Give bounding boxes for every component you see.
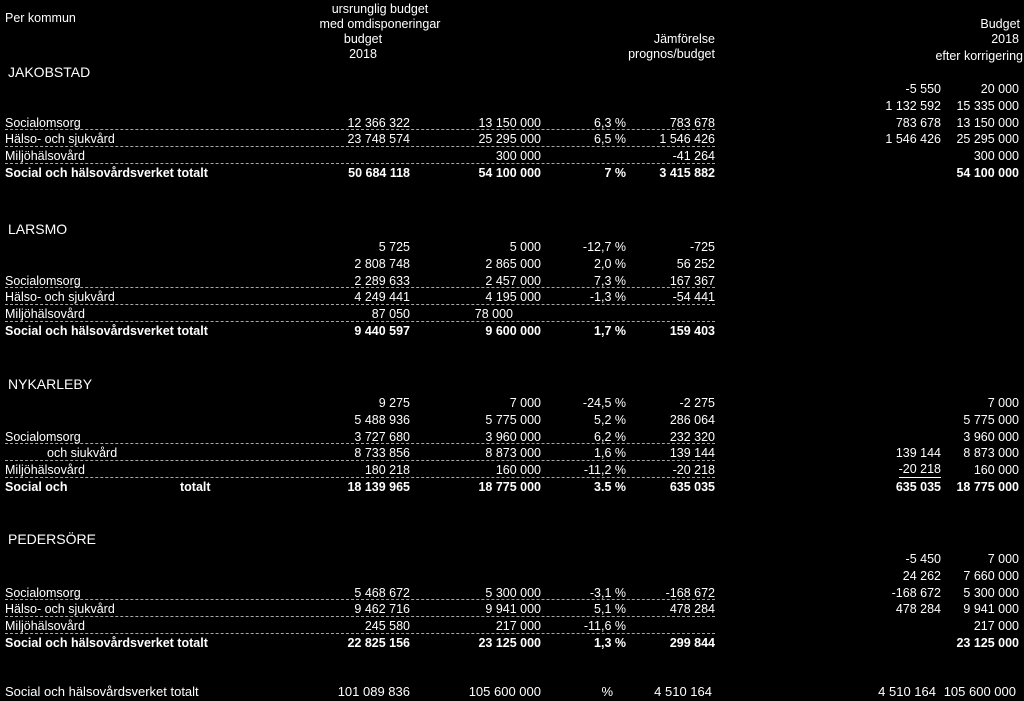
- section-total-row: [0, 635, 1024, 652]
- change-percent-cell: 3.5 %: [594, 479, 626, 494]
- original-budget-cell: 8 733 856: [354, 446, 410, 461]
- difference-cell: 232 320: [669, 429, 715, 444]
- change-percent-cell: -24,5 %: [582, 396, 626, 410]
- change-percent-cell: -3,1 %: [589, 585, 626, 600]
- budget-cell: 7 000: [509, 396, 541, 410]
- difference-cell: -41 264: [672, 149, 715, 164]
- original-budget-header-line: med omdisponeringar: [319, 17, 441, 31]
- original-budget-cell: 101 089 836: [337, 684, 410, 699]
- difference-cell: 299 844: [669, 635, 715, 650]
- budget-cell: 3 960 000: [485, 429, 541, 444]
- budget-cell: 9 941 000: [485, 602, 541, 617]
- change-percent-cell: 7,3 %: [594, 273, 626, 288]
- comparison-header-line: Jämförelse: [653, 32, 715, 46]
- row-label: Socialomsorg: [5, 115, 81, 130]
- budget-cell: 4 195 000: [485, 290, 541, 305]
- corrected-budget-cell: 5 775 000: [963, 412, 1019, 427]
- budget-row: [0, 601, 1024, 618]
- row-label: Socialomsorg: [5, 273, 81, 288]
- section-total-row: [0, 479, 1024, 496]
- change-percent-cell: -1,3 %: [589, 290, 626, 305]
- section-rows: [0, 81, 1024, 182]
- row-label: Miljöhälsovård: [5, 463, 85, 478]
- change-percent-cell: 2,0 %: [594, 256, 626, 271]
- corrected-budget-cell: 5 300 000: [963, 585, 1019, 600]
- original-budget-cell: 4 249 441: [354, 290, 410, 305]
- adjustment-cell: -5 450: [905, 552, 941, 566]
- municipality-heading: NYKARLEBY: [8, 376, 93, 392]
- change-percent-cell: 6,2 %: [594, 429, 626, 444]
- budget-row: [0, 445, 1024, 462]
- row-label: Hälso- och sjukvård: [5, 290, 115, 305]
- corrected-budget-cell: 3 960 000: [963, 429, 1019, 444]
- budget-row: [0, 256, 1024, 273]
- budget-cell: 2 457 000: [485, 273, 541, 288]
- original-budget-cell: 9 275: [378, 396, 410, 410]
- difference-cell: -54 441: [672, 290, 715, 305]
- budget-row: [0, 306, 1024, 323]
- budget-row: [0, 98, 1024, 115]
- corrected-budget-cell: 217 000: [973, 619, 1019, 634]
- budget-cell: 105 600 000: [468, 684, 541, 699]
- section-rows: [0, 551, 1024, 652]
- comparison-header-line: prognos/budget: [628, 47, 715, 61]
- budget-row: [0, 618, 1024, 635]
- original-budget-cell: 18 139 965: [347, 479, 410, 494]
- budget-cell: 23 125 000: [478, 635, 541, 650]
- adjustment-cell: 478 284: [895, 602, 941, 617]
- difference-cell: 167 367: [669, 273, 715, 288]
- corrected-budget-cell: 13 150 000: [956, 115, 1019, 130]
- budget-row: [0, 568, 1024, 585]
- change-percent-cell: 5,2 %: [594, 412, 626, 427]
- corrected-budget-cell: 25 295 000: [956, 132, 1019, 147]
- budget-row: [0, 239, 1024, 256]
- difference-cell: 478 284: [669, 602, 715, 617]
- original-budget-cell: 23 748 574: [347, 132, 410, 147]
- change-percent-cell: 5,1 %: [594, 602, 626, 617]
- change-percent-cell: 1,3 %: [594, 635, 626, 650]
- budget-row: [0, 395, 1024, 412]
- row-label: och siukvård: [47, 446, 118, 461]
- corrected-budget-cell: 20 000: [980, 82, 1019, 96]
- difference-cell: 783 678: [669, 115, 715, 130]
- corrected-budget-cell: 9 941 000: [963, 602, 1019, 617]
- corrected-budget-cell: 15 335 000: [956, 98, 1019, 113]
- row-label: Hälso- och sjukvård: [5, 602, 115, 617]
- corrected-budget-cell: 7 660 000: [963, 568, 1019, 583]
- row-label: Social och: [5, 479, 68, 494]
- difference-cell: 3 415 882: [659, 165, 715, 180]
- adjustment-cell: 1 132 592: [885, 98, 941, 113]
- budget-cell: 2 865 000: [485, 256, 541, 271]
- corrected-budget-cell: 23 125 000: [956, 635, 1019, 650]
- section-rows: [0, 239, 1024, 340]
- adjustment-cell: 783 678: [895, 115, 941, 130]
- adjustment-cell: -168 672: [891, 585, 941, 600]
- budget-cell: 18 775 000: [478, 479, 541, 494]
- change-percent-cell: 1,6 %: [594, 446, 626, 461]
- change-percent-cell: 7 %: [604, 165, 626, 180]
- original-budget-cell: 50 684 118: [348, 165, 410, 180]
- corrected-budget-cell: 7 000: [987, 396, 1019, 410]
- budget-row: [0, 115, 1024, 132]
- budget-row: [0, 412, 1024, 429]
- original-budget-cell: 9 462 716: [354, 602, 410, 617]
- budget-row: [0, 289, 1024, 306]
- adjustment-cell: 139 144: [895, 446, 941, 461]
- difference-cell: 635 035: [669, 479, 715, 494]
- budget-cell: 217 000: [495, 619, 541, 634]
- original-budget-cell: 12 366 322: [347, 115, 410, 130]
- original-budget-cell: 3 727 680: [354, 429, 410, 444]
- budget-cell: 9 600 000: [485, 323, 541, 338]
- row-label: Miljöhälsovård: [5, 619, 85, 634]
- adjustment-cell: 24 262: [902, 568, 941, 583]
- difference-cell: 139 144: [669, 446, 715, 461]
- corrected-budget-cell: 8 873 000: [963, 446, 1019, 461]
- corrected-budget-cell: 54 100 000: [956, 165, 1019, 180]
- row-label: Socialomsorg: [5, 429, 81, 444]
- municipality-heading: LARSMO: [8, 221, 68, 237]
- budget-cell: 8 873 000: [485, 446, 541, 461]
- budget-cell: 160 000: [495, 463, 541, 478]
- original-budget-cell: 5 468 672: [354, 585, 410, 600]
- section-total-row: [0, 165, 1024, 182]
- change-percent-cell: 6,5 %: [594, 132, 626, 147]
- difference-cell: 1 546 426: [659, 132, 715, 147]
- change-percent-cell: -12,7 %: [582, 240, 626, 254]
- budget-row: [0, 273, 1024, 290]
- adjustment-cell: -20 218: [898, 462, 941, 477]
- corrected-budget-cell: 105 600 000: [943, 684, 1016, 699]
- original-budget-header-line: budget: [343, 32, 383, 46]
- change-percent-cell: %: [601, 684, 613, 699]
- municipality-heading: PEDERSÖRE: [8, 531, 96, 547]
- original-budget-cell: 5 488 936: [354, 412, 410, 427]
- difference-cell: 4 510 164: [654, 684, 712, 699]
- budget-cell: 5 775 000: [485, 412, 541, 427]
- change-percent-cell: -11,6 %: [583, 619, 626, 634]
- original-budget-header-line: ursrunglig budget: [331, 2, 429, 16]
- budget-row: [0, 81, 1024, 98]
- original-budget-cell: 180 218: [364, 463, 410, 478]
- budget-cell: 300 000: [495, 149, 541, 164]
- corrected-budget-header-line: Budget: [980, 17, 1020, 31]
- row-label: Social och hälsovårdsverket totalt: [5, 635, 208, 650]
- original-budget-header-line: 2018: [349, 47, 377, 61]
- change-percent-cell: 6,3 %: [594, 115, 626, 130]
- adjustment-cell: 4 510 164: [878, 684, 936, 699]
- original-budget-cell: 87 050: [371, 307, 410, 322]
- budget-row: [0, 429, 1024, 446]
- difference-cell: -20 218: [672, 463, 715, 478]
- corrected-budget-cell: 18 775 000: [956, 479, 1019, 494]
- difference-cell: -725: [689, 240, 715, 254]
- corrected-budget-header-line: efter korrigering: [935, 49, 1023, 63]
- difference-cell: -2 275: [679, 396, 715, 410]
- row-label: Social och hälsovårdsverket totalt: [5, 165, 208, 180]
- row-label: Social och hälsovårdsverket totalt: [5, 684, 199, 699]
- row-label: Hälso- och sjukvård: [5, 132, 115, 147]
- original-budget-cell: 2 289 633: [354, 273, 410, 288]
- difference-cell: 286 064: [669, 412, 715, 427]
- corrected-budget-header-line: 2018: [991, 32, 1019, 46]
- budget-row: [0, 551, 1024, 568]
- row-label: Socialomsorg: [5, 585, 81, 600]
- region-column-header: Per kommun: [5, 11, 76, 25]
- adjustment-cell: 1 546 426: [885, 132, 941, 147]
- grand-total-row: [0, 684, 1024, 701]
- adjustment-cell: 635 035: [895, 479, 941, 494]
- budget-row: [0, 131, 1024, 148]
- budget-row: [0, 148, 1024, 165]
- budget-cell: 54 100 000: [478, 165, 541, 180]
- original-budget-cell: 9 440 597: [354, 323, 410, 338]
- corrected-budget-cell: 7 000: [987, 552, 1019, 566]
- municipality-heading: JAKOBSTAD: [8, 64, 91, 80]
- original-budget-cell: 245 580: [364, 619, 410, 634]
- original-budget-cell: 22 825 156: [347, 635, 410, 650]
- change-percent-cell: 1,7 %: [594, 323, 626, 338]
- budget-cell: 5 300 000: [485, 585, 541, 600]
- row-label: Social och hälsovårdsverket totalt: [5, 323, 208, 338]
- corrected-budget-cell: 300 000: [973, 149, 1019, 164]
- budget-cell: 78 000: [474, 307, 513, 322]
- section-rows: [0, 395, 1024, 496]
- section-total-row: [0, 323, 1024, 340]
- original-budget-cell: 2 808 748: [354, 256, 410, 271]
- corrected-budget-cell: 160 000: [973, 463, 1019, 478]
- change-percent-cell: -11,2 %: [583, 463, 626, 478]
- budget-cell: 5 000: [509, 240, 541, 254]
- difference-cell: 56 252: [676, 256, 715, 271]
- difference-cell: -168 672: [665, 585, 715, 600]
- row-label: Miljöhälsovård: [5, 307, 85, 322]
- budget-cell: 13 150 000: [478, 115, 541, 130]
- row-label: Miljöhälsovård: [5, 149, 85, 164]
- budget-cell: 25 295 000: [478, 132, 541, 147]
- adjustment-cell: -5 550: [905, 82, 941, 96]
- difference-cell: 159 403: [669, 323, 715, 338]
- budget-row: [0, 462, 1024, 479]
- budget-row: [0, 585, 1024, 602]
- original-budget-cell: 5 725: [378, 240, 410, 254]
- row-label-suffix: totalt: [180, 479, 211, 494]
